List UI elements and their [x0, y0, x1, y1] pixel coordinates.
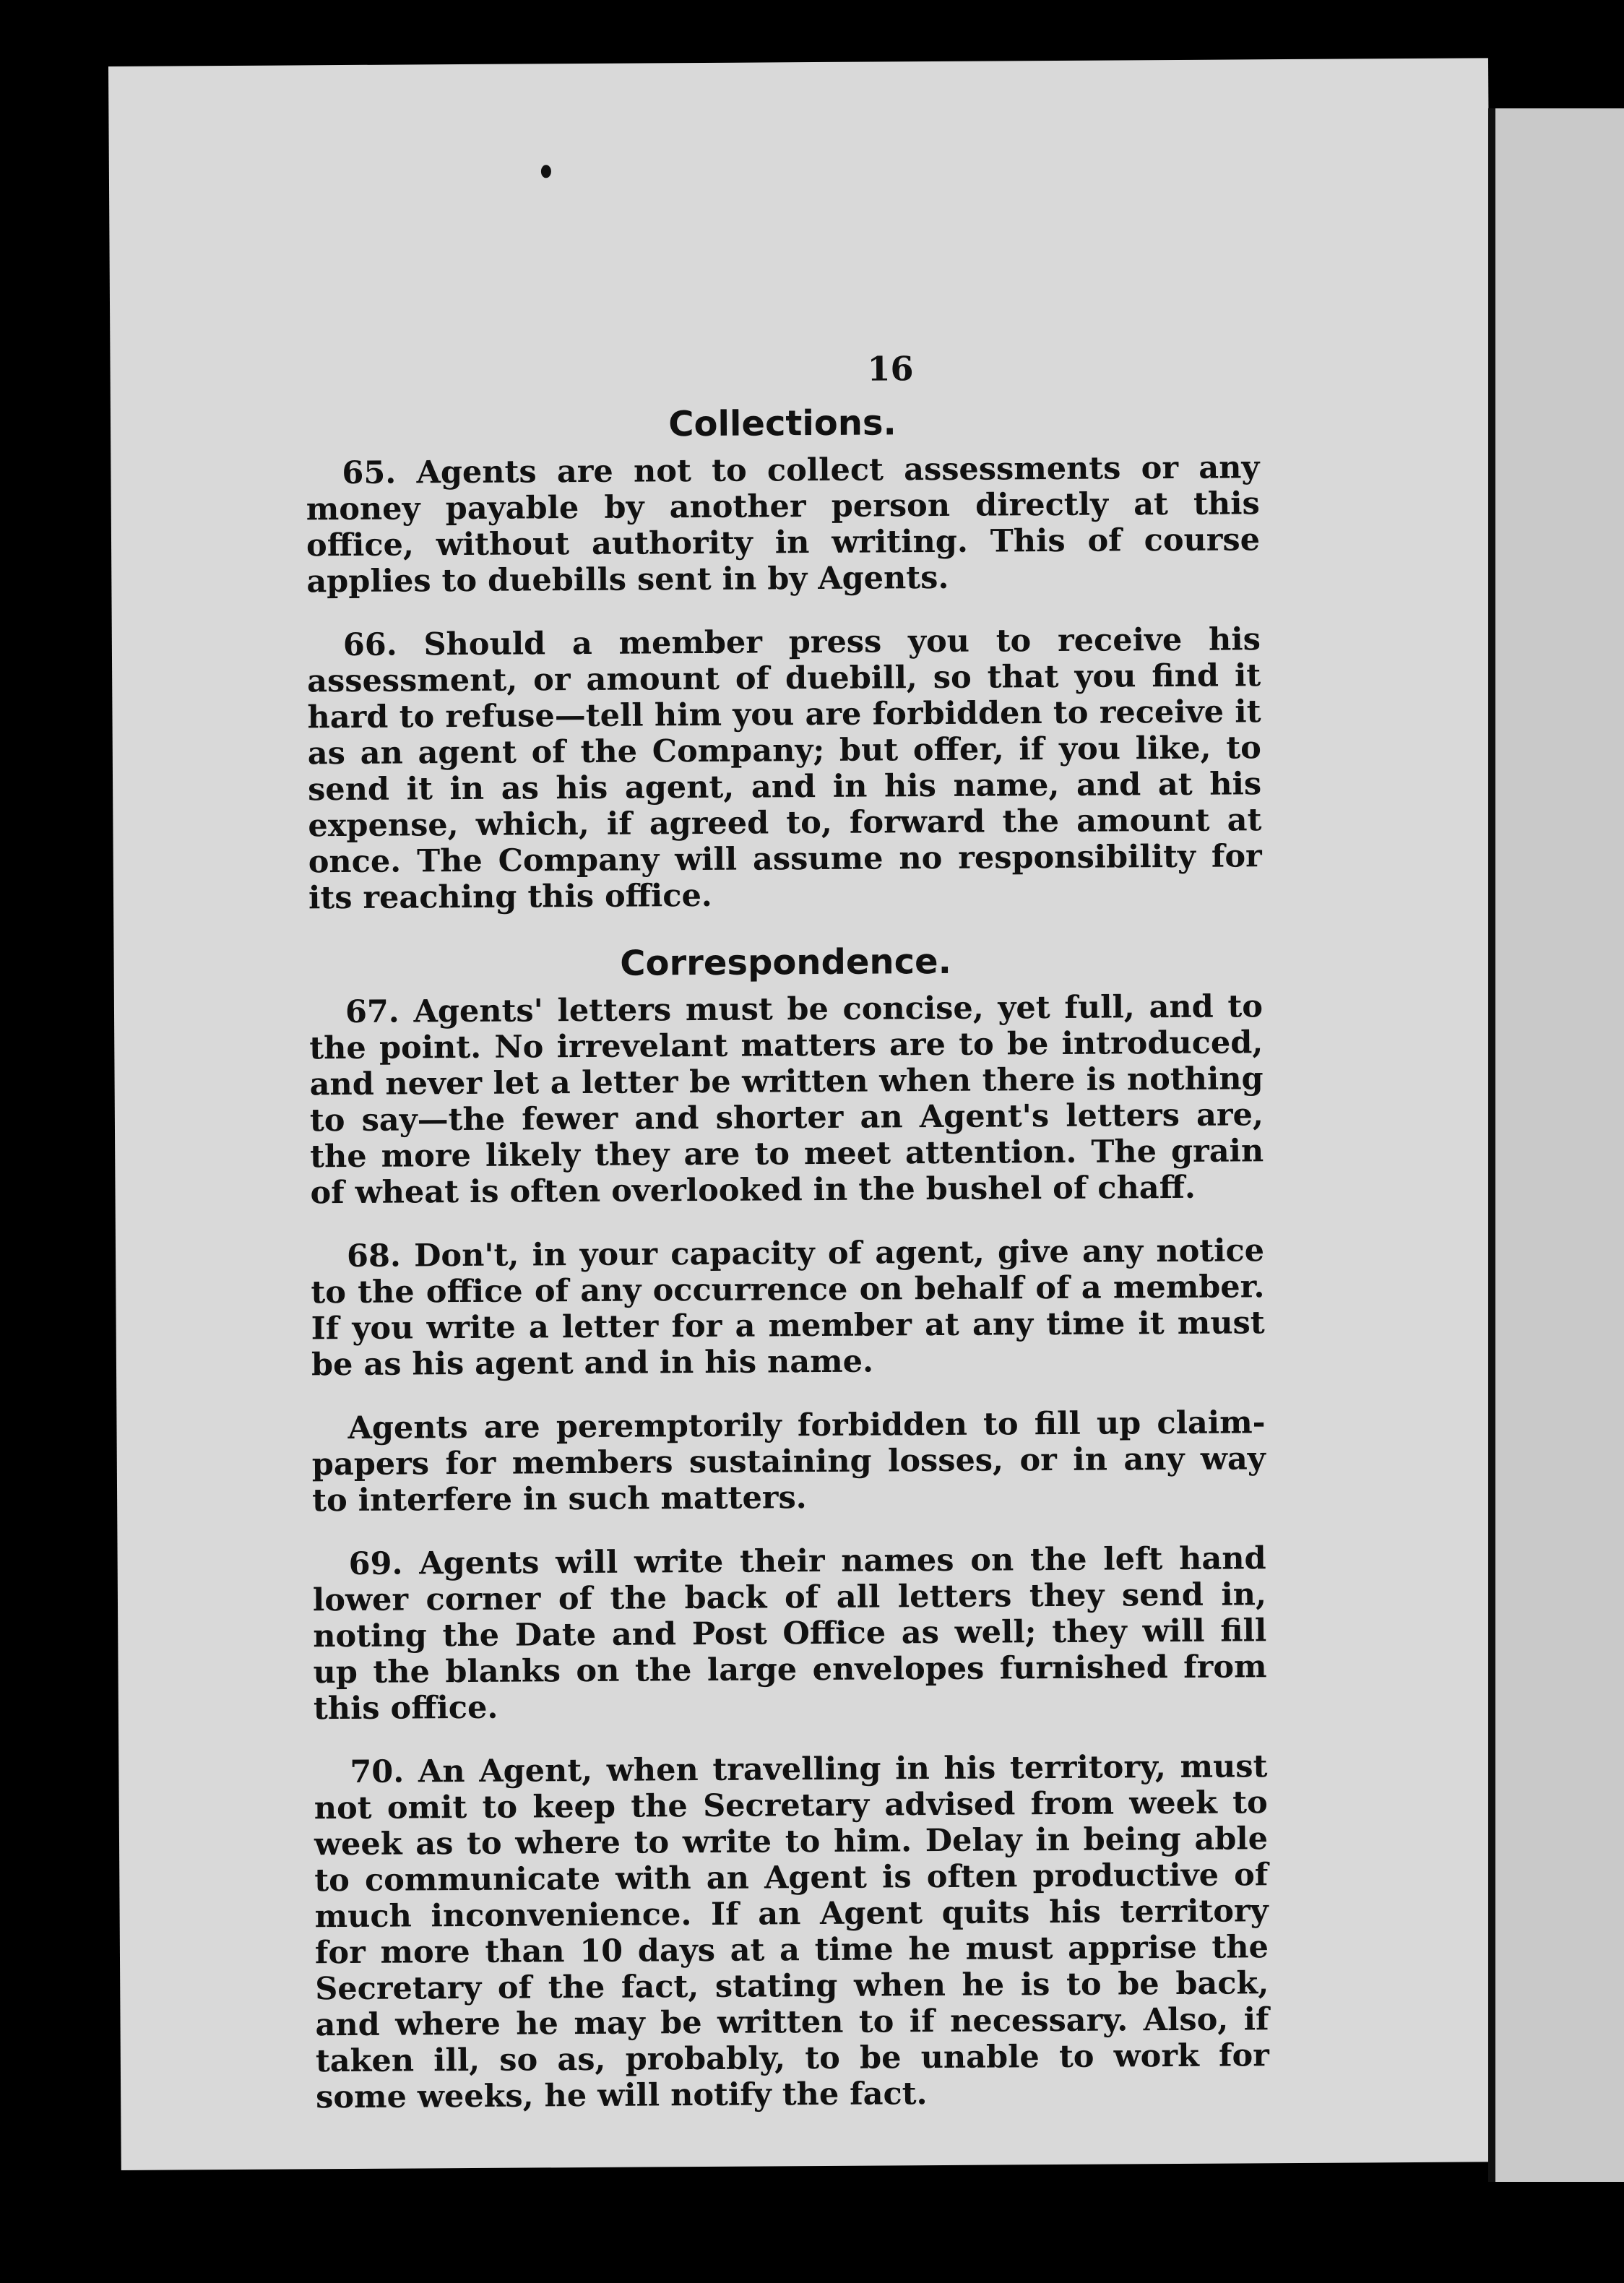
paragraph: 70. An Agent, when travelling in his territory, must not omit to keep the Secretary advised from week to week as to where to write to him. Delay in being able to communicate with an Agent is often productive of much inconvenience. If an Agent quits his territory for more than 10 days at a time he must apprise the Secretary of the fact, stating when he is to be back, and where he may be written to if necessary. Also, if taken ill, so as, probably, to be unable to work for some weeks, he will notify the fact.: [314, 1748, 1270, 2116]
section-heading: Correspondence.: [620, 941, 952, 984]
section-correspondence: [308, 938, 1269, 2115]
paragraph: 68. Don't, in your capacity of agent, give any notice to the office of any occurrence on behalf of a member. If you write a letter for a member at any time it must be as his agent and in his name.: [311, 1233, 1265, 1384]
paragraph: Agents are peremptorily forbidden to fill up claim-papers for members sustaining losses, or in any way to interfere in such matters.: [311, 1404, 1266, 1519]
paragraph: 65. Agents are not to collect assessments or any money payable by another person directly at this office, without authority in writing. This of course applies to duebills sent in by Agents.: [306, 449, 1261, 600]
section-collections: [306, 399, 1262, 916]
paragraph: 69. Agents will write their names on the left hand lower corner of the back of all letters they send in, noting the Date and Post Office as well; they will fill up the blanks on the large envelopes furnished from this office.: [312, 1540, 1267, 1727]
page-number: 16: [867, 349, 914, 389]
adjacent-page-edge: [1488, 108, 1624, 2182]
ink-speck: [541, 165, 551, 178]
section-heading: Collections.: [668, 402, 897, 445]
document-page: [108, 58, 1501, 2170]
paragraph: 67. Agents' letters must be concise, yet full, and to the point. No irrevelant matters are to be introduced, and never let a letter be written when there is nothing to say—the fewer and shorter an Agent's letters are, the more likely they are to meet attention. The grain of wheat is often overlooked in the bushel of chaff.: [309, 988, 1264, 1212]
page-text: [305, 348, 1269, 2143]
paragraph: 66. Should a member press you to receive his assessment, or amount of duebill, so that you find it hard to refuse—tell him you are forbidden to receive it as an agent of the Company; but offer, if you like, to send it in as his agent, and in his name, and at his expense, which, if agreed to, forward the amount at once. The Company will assume no responsibility for its reaching this office.: [307, 621, 1262, 917]
